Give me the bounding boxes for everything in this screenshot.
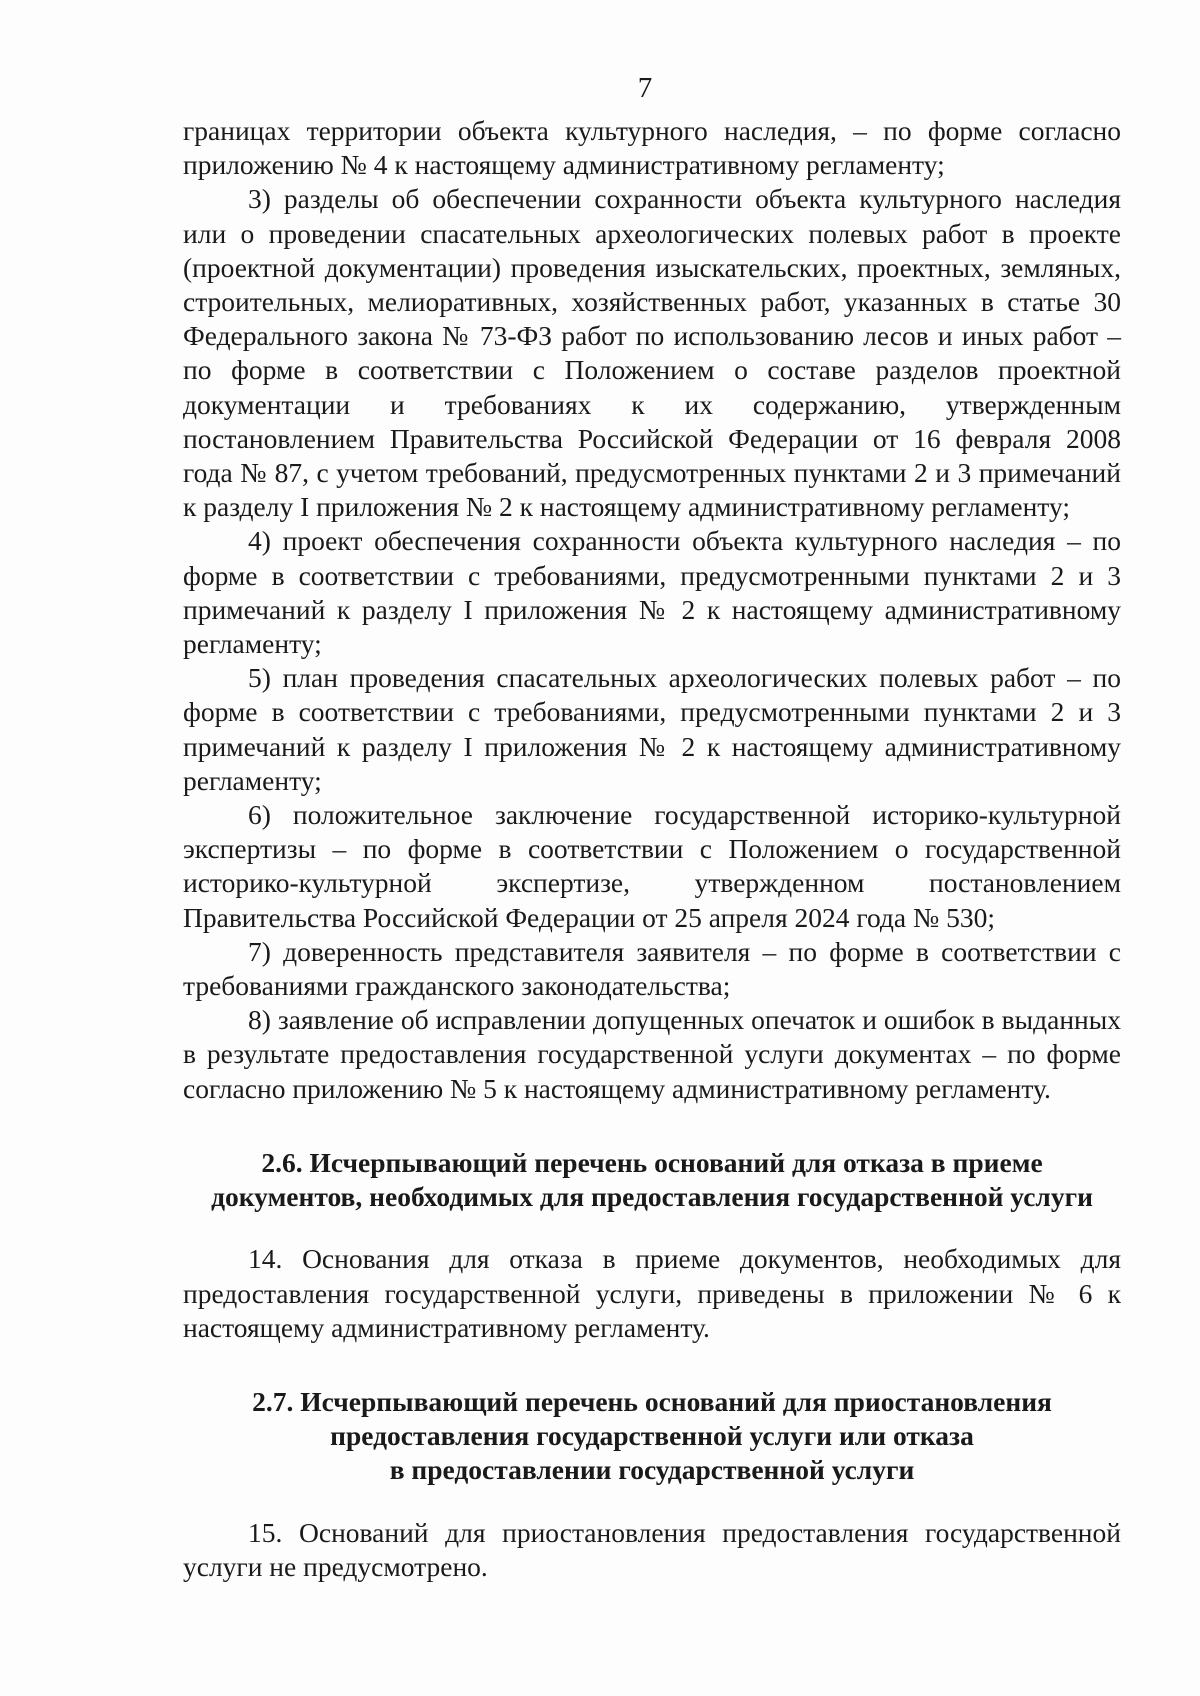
paragraph-continuation: границах территории объекта культурного наследия, – по форме согласно приложению № 4 к настоящему административному регламенту; bbox=[183, 115, 1121, 181]
page-content bbox=[183, 114, 1121, 1584]
list-item-4: 4) проект обеспечения сохранности объекта культурного наследия – по форме в соответствии с требованиями, предусмотренными пунктами 2 и 3 примечаний к разделу I приложения № 2 к настоящему административному регламенту; bbox=[183, 525, 1121, 660]
list-item-5: 5) план проведения спасательных археологических полевых работ – по форме в соответствии с требованиями, предусмотренными пунктами 2 и 3 примечаний к разделу I приложения № 2 к настоящему административному регламенту; bbox=[183, 662, 1121, 796]
paragraph-14: 14. Основания для отказа в приеме документов, необходимых для предоставления государственной услуги, приведены в приложении № 6 к настоящему административному регламенту. bbox=[183, 1243, 1121, 1343]
section-heading-2-7-line-3: в предоставлении государственной услуги bbox=[389, 1454, 915, 1486]
section-heading-2-6-line-1: 2.6. Исчерпывающий перечень оснований для отказа в приеме bbox=[261, 1146, 1043, 1178]
page-number: 7 bbox=[637, 72, 653, 104]
section-heading-2-6-line-2: документов, необходимых для предоставления государственной услуги bbox=[211, 1181, 1093, 1213]
list-item-6: 6) положительное заключение государственной историко-культурной экспертизы – по форме в соответствии с Положением о государственной историко-культурной экспертизе, утвержденном постановлением Правительства Российской Федерации от 25 апреля 2024 года № 530; bbox=[183, 799, 1121, 933]
paragraph-15: 15. Оснований для приостановления предоставления государственной услуги не предусмотрено. bbox=[183, 1516, 1121, 1582]
section-heading-2-7 bbox=[183, 1385, 1121, 1488]
list-item-3: 3) разделы об обеспечении сохранности объекта культурного наследия или о проведении спасательных археологических полевых работ в проекте (проектной документации) проведения изыскательских, проектных, земляных, строительных, мелиоративных, хозяйственных работ, указанных в статье 30 Федерального закона № 73-ФЗ работ по использованию лесов и иных работ – по форме в соответствии с Положением о составе разделов проектной документации и требованиях к их содержанию, утвержденным постановлением Правительства Российской Федерации от 16 февраля 2008 года № 87, с учетом требований, предусмотренных пунктами 2 и 3 примечаний к разделу I приложения № 2 к настоящему административному регламенту; bbox=[183, 183, 1121, 523]
section-heading-2-7-line-2: предоставления государственной услуги или отказа bbox=[330, 1420, 974, 1452]
list-item-8: 8) заявление об исправлении допущенных опечаток и ошибок в выданных в результате предоставления государственной услуги документах – по форме согласно приложению № 5 к настоящему административному регламенту. bbox=[183, 1004, 1121, 1104]
section-heading-2-6 bbox=[183, 1146, 1121, 1214]
section-heading-2-7-line-1: 2.7. Исчерпывающий перечень оснований для приостановления bbox=[252, 1385, 1052, 1417]
list-item-7: 7) доверенность представителя заявителя – по форме в соответствии с требованиями гражданского законодательства; bbox=[183, 935, 1121, 1002]
